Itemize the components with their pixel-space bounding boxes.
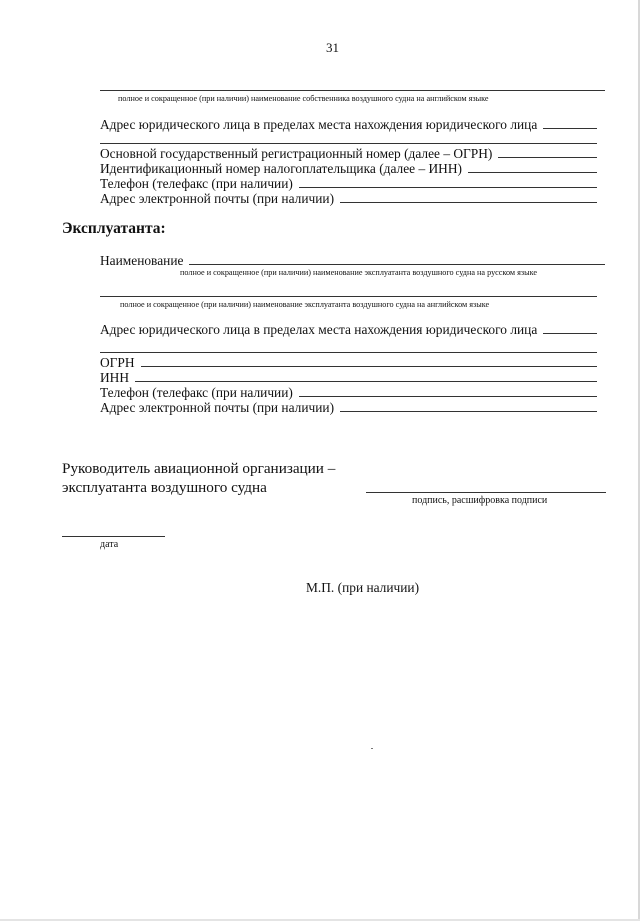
owner-ogrn-row: [100, 146, 597, 162]
operator-email-row: [100, 400, 597, 416]
owner-phone-field[interactable]: [299, 176, 597, 188]
operator-ogrn-field[interactable]: [141, 355, 597, 367]
operator-email-label: Адрес электронной почты (при наличии): [100, 400, 335, 415]
operator-inn-label: ИНН: [100, 370, 130, 385]
operator-name-field[interactable]: [189, 253, 605, 265]
owner-email-label: Адрес электронной почты (при наличии): [100, 191, 335, 206]
operator-english-name-line[interactable]: [100, 296, 597, 297]
owner-english-name-caption: полное и сокращенное (при наличии) наименование собственника воздушного судна на английском языке: [118, 94, 489, 103]
owner-ogrn-field[interactable]: [498, 146, 597, 158]
operator-address-label: Адрес юридического лица в пределах места нахождения юридического лица: [100, 322, 538, 337]
operator-heading: Эксплуатанта:: [62, 220, 166, 237]
operator-phone-row: [100, 385, 597, 401]
operator-russian-name-caption: полное и сокращенное (при наличии) наименование эксплуатанта воздушного судна на русском языке: [180, 268, 538, 277]
owner-address-field[interactable]: [543, 117, 597, 129]
owner-address-line-2[interactable]: [100, 143, 597, 144]
owner-inn-row: [100, 161, 597, 177]
operator-inn-field[interactable]: [135, 370, 597, 382]
page-number: 31: [326, 40, 339, 55]
signature-caption: подпись, расшифровка подписи: [412, 495, 548, 506]
owner-email-field[interactable]: [340, 191, 597, 203]
operator-ogrn-row: [100, 355, 597, 371]
owner-inn-label: Идентификационный номер налогоплательщика (далее – ИНН): [100, 161, 462, 176]
operator-ogrn-label: ОГРН: [100, 355, 135, 370]
owner-address-row: [100, 117, 597, 133]
owner-email-row: [100, 191, 597, 207]
head-title-line-1: Руководитель авиационной организации –: [62, 460, 336, 477]
operator-address-row: [100, 322, 597, 338]
owner-address-label: Адрес юридического лица в пределах места нахождения юридического лица: [100, 117, 538, 132]
scan-dot: [371, 748, 373, 749]
owner-phone-label: Телефон (телефакс (при наличии): [100, 176, 293, 191]
owner-inn-field[interactable]: [468, 161, 597, 173]
stamp-label: М.П. (при наличии): [306, 580, 420, 595]
owner-english-name-line: [100, 90, 605, 91]
operator-address-field[interactable]: [543, 322, 597, 334]
date-caption: дата: [100, 539, 119, 550]
date-line[interactable]: [62, 536, 165, 537]
head-title-line-2: эксплуатанта воздушного судна: [62, 479, 267, 496]
operator-name-label: Наименование: [100, 253, 184, 268]
owner-phone-row: [100, 176, 597, 192]
operator-email-field[interactable]: [340, 400, 597, 412]
owner-ogrn-label: Основной государственный регистрационный номер (далее – ОГРН): [100, 146, 493, 161]
operator-name-row: [100, 253, 605, 269]
operator-inn-row: [100, 370, 597, 386]
operator-phone-field[interactable]: [299, 385, 597, 397]
operator-phone-label: Телефон (телефакс (при наличии): [100, 385, 293, 400]
operator-english-name-caption: полное и сокращенное (при наличии) наименование эксплуатанта воздушного судна на английском языке: [120, 300, 490, 309]
signature-line[interactable]: [366, 492, 606, 493]
operator-address-line-2[interactable]: [100, 352, 597, 353]
